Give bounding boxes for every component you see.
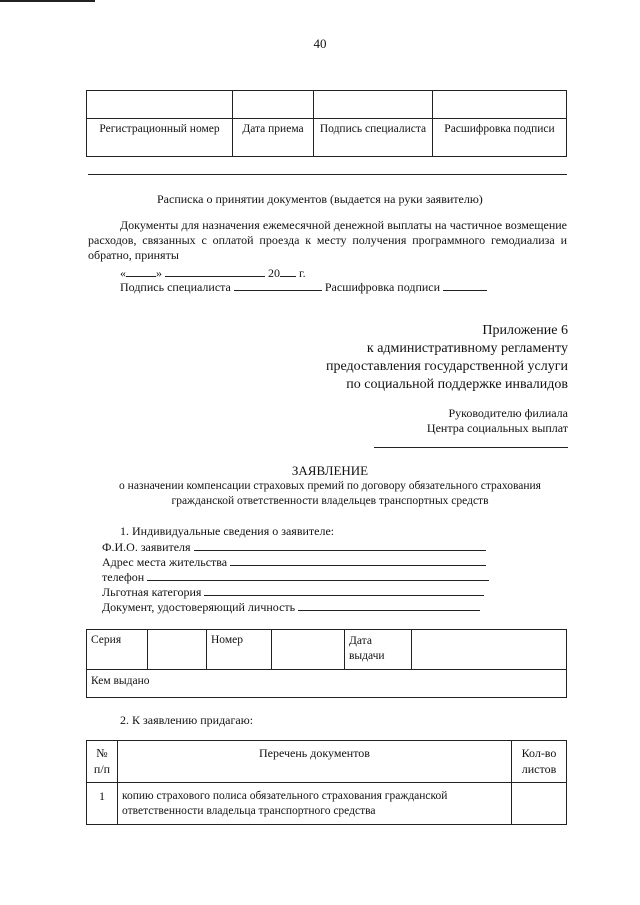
appendix-line-3: предоставления государственной услуги bbox=[326, 359, 568, 374]
date-close-quote: » bbox=[156, 266, 162, 280]
cut-line bbox=[88, 174, 567, 175]
passport-table bbox=[86, 629, 567, 698]
year-blank bbox=[280, 265, 296, 277]
month-blank bbox=[165, 265, 265, 277]
category-label: Льготная категория bbox=[102, 585, 202, 599]
transcript-blank bbox=[443, 279, 487, 291]
day-blank bbox=[126, 265, 156, 277]
row-qty bbox=[512, 783, 567, 825]
date-received-header: Дата приема bbox=[233, 119, 314, 157]
application-title: ЗАЯВЛЕНИЕ bbox=[291, 463, 369, 478]
reg-number-cell-empty bbox=[87, 91, 233, 119]
year-prefix: 20 bbox=[268, 266, 280, 280]
documents-table bbox=[86, 740, 567, 825]
registration-table bbox=[86, 90, 567, 157]
page-number: 40 bbox=[313, 36, 327, 51]
application-subtitle-2: гражданской ответственности владельцев транспортных средств bbox=[171, 495, 489, 507]
section1-heading: 1. Индивидуальные сведения о заявителе: bbox=[120, 524, 335, 538]
identity-doc-row bbox=[102, 599, 480, 615]
appendix-line-1: Приложение 6 bbox=[482, 323, 568, 338]
signature-blank bbox=[234, 279, 322, 291]
address-blank bbox=[230, 554, 486, 566]
phone-blank bbox=[147, 569, 489, 581]
col-no-header: № п/п bbox=[87, 741, 118, 783]
signature-cell-empty bbox=[314, 91, 433, 119]
transcript-label: Расшифровка подписи bbox=[324, 280, 441, 294]
receipt-title: Расписка о принятии документов (выдается на руки заявителю) bbox=[157, 192, 483, 206]
receipt-body: Документы для назначения ежемесячной денежной выплаты на частичное возмещение расходов, связанных с оплатой проезда к месту получения программного гемодиализа и обратно, приняты bbox=[88, 218, 567, 262]
fio-row bbox=[102, 539, 486, 555]
date-cell-empty bbox=[233, 91, 314, 119]
number-value bbox=[272, 630, 345, 670]
address-row bbox=[102, 554, 486, 570]
row-number: 1 bbox=[87, 783, 118, 825]
issue-date-label: Дата выдачи bbox=[345, 630, 412, 670]
series-value bbox=[148, 630, 207, 670]
addressee-blank-line bbox=[374, 447, 568, 448]
transcript-cell-empty bbox=[433, 91, 567, 119]
issue-date-value bbox=[412, 630, 567, 670]
section2-heading: 2. К заявлению придагаю: bbox=[120, 713, 254, 727]
row-document-text: копию страхового полиса обязательного страхования гражданской ответственности владельца транспортного средства bbox=[118, 783, 512, 825]
series-label: Серия bbox=[87, 630, 148, 670]
addressee-line-1: Руководителю филиала bbox=[448, 406, 568, 420]
identity-doc-blank bbox=[298, 599, 480, 611]
reg-number-header: Регистрационный номер bbox=[87, 119, 233, 157]
table-row bbox=[87, 783, 567, 825]
date-open-quote: « bbox=[120, 266, 126, 280]
fio-label: Ф.И.О. заявителя bbox=[102, 540, 191, 554]
page-top-rule bbox=[0, 0, 95, 2]
specialist-signature-header: Подпись специалиста bbox=[314, 119, 433, 157]
col-list-header: Перечень документов bbox=[118, 741, 512, 783]
col-qty-header: Кол-во листов bbox=[512, 741, 567, 783]
identity-doc-label: Документ, удостоверяющий личность bbox=[102, 600, 296, 614]
signature-label: Подпись специалиста bbox=[120, 280, 231, 294]
category-row bbox=[102, 584, 484, 600]
application-subtitle-1: о назначении компенсации страховых премий по договору обязательного страхования bbox=[119, 480, 541, 492]
fio-blank bbox=[194, 539, 486, 551]
year-suffix: г. bbox=[299, 266, 306, 280]
phone-row bbox=[102, 569, 489, 585]
phone-label: телефон bbox=[102, 570, 145, 584]
issued-by-label: Кем выдано bbox=[87, 670, 567, 698]
category-blank bbox=[204, 584, 484, 596]
appendix-line-4: по социальной поддержке инвалидов bbox=[346, 377, 568, 392]
signature-transcript-header: Расшифровка подписи bbox=[433, 119, 567, 157]
appendix-line-2: к административному регламенту bbox=[366, 341, 568, 356]
address-label: Адрес места жительства bbox=[102, 555, 228, 569]
receipt-signature-line bbox=[120, 279, 487, 295]
number-label: Номер bbox=[207, 630, 272, 670]
addressee-line-2: Центра социальных выплат bbox=[426, 421, 568, 435]
